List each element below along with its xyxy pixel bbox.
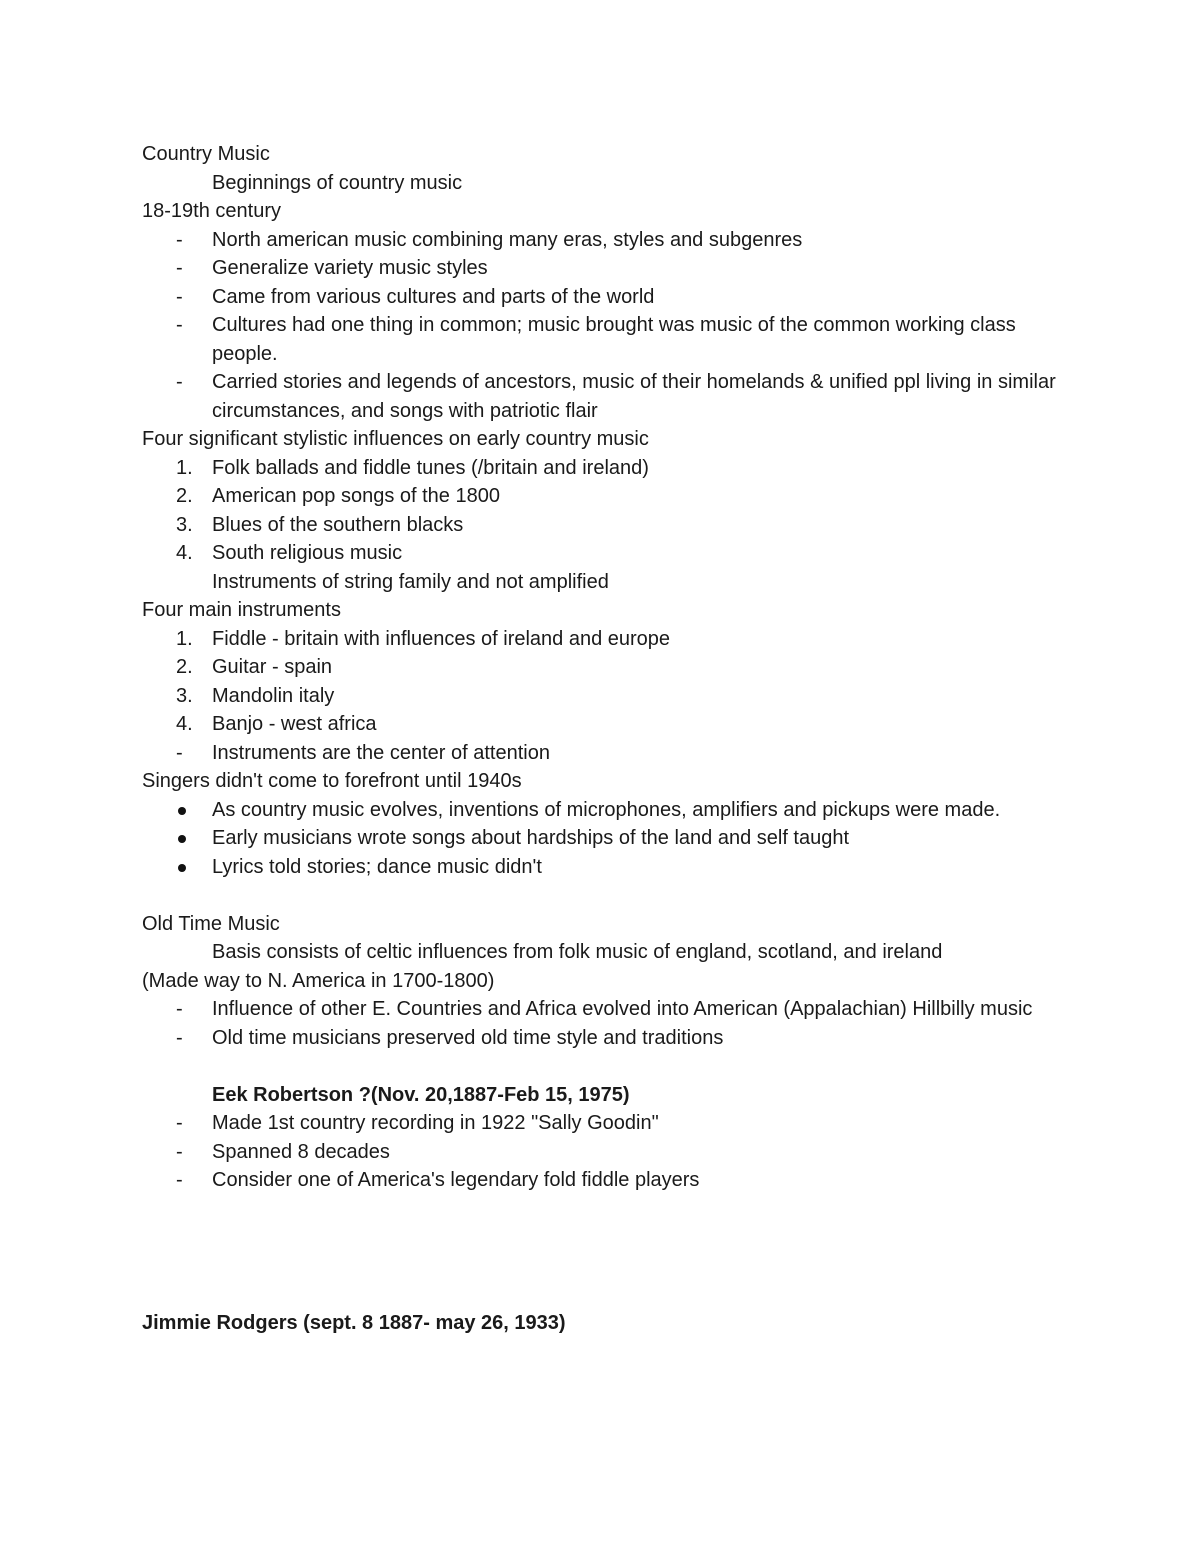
section-heading-stylistic-influences: Four significant stylistic influences on early country music [142, 428, 649, 450]
dash-marker: - [176, 1169, 183, 1191]
number-marker: 3. [176, 513, 193, 536]
section-heading-singers: Singers didn't come to forefront until 1940s [142, 770, 522, 792]
dash-marker: - [176, 998, 183, 1020]
number-marker: 4. [176, 542, 193, 564]
doc-title: Country Music [142, 143, 270, 165]
numbered-item: 4. Banjo - west africa [142, 710, 1082, 739]
list-item: - Cultures had one thing in common; music brought was music of the common working class people. [142, 311, 1082, 368]
numbered-item: 2. Guitar - spain [142, 653, 1082, 682]
number-marker: 2. [176, 485, 193, 507]
list-item: - North american music combining many eras, styles and subgenres [142, 226, 1082, 255]
numbered-item: 1. Folk ballads and fiddle tunes (/britain and ireland) [142, 454, 1082, 483]
numbered-item: 4. South religious music [142, 539, 1082, 568]
dash-marker: - [176, 371, 183, 393]
bullet-item: Lyrics told stories; dance music didn't [142, 853, 1082, 882]
numbered-item: 3. Mandolin italy [142, 682, 1082, 711]
old-time-intro: Basis consists of celtic influences from folk music of england, scotland, and ireland [212, 941, 943, 963]
dash-marker: - [176, 257, 183, 279]
dash-marker: - [176, 228, 183, 251]
number-marker: 3. [176, 684, 193, 707]
doc-subtitle: Beginnings of country music [212, 171, 463, 194]
blank-line [142, 1052, 1082, 1081]
bullet-item: As country music evolves, inventions of microphones, amplifiers and pickups were made. [142, 796, 1082, 825]
dash-marker: - [176, 741, 183, 764]
bullet-marker [178, 807, 186, 815]
dash-marker: - [176, 1026, 183, 1049]
dash-marker: - [176, 314, 183, 336]
bullet-marker [178, 835, 186, 843]
section-heading-old-time-music: Old Time Music [142, 912, 280, 935]
list-item: - Consider one of America's legendary fold fiddle players [142, 1166, 1082, 1195]
list-item: - Old time musicians preserved old time style and traditions [142, 1024, 1082, 1053]
number-marker: 4. [176, 713, 193, 735]
number-marker: 1. [176, 456, 193, 479]
section-heading-eek-robertson: Eek Robertson ?(Nov. 20,1887-Feb 15, 1975) [212, 1083, 630, 1106]
dash-marker: - [176, 1112, 183, 1134]
list-item: - Instruments are the center of attention [142, 739, 1082, 768]
number-marker: 2. [176, 656, 193, 678]
blank-line [142, 881, 1082, 910]
section-heading-main-instruments: Four main instruments [142, 599, 341, 621]
list-item: - Carried stories and legends of ancestors, music of their homelands & unified ppl living in similar circumstances, and songs with patriotic flair [142, 368, 1082, 425]
section-heading-jimmie-rodgers: Jimmie Rodgers (sept. 8 1887- may 26, 1933) [142, 1311, 566, 1334]
blank-space [142, 1195, 1082, 1309]
bullet-marker [178, 864, 186, 872]
list-item: - Influence of other E. Countries and Africa evolved into American (Appalachian) Hillbilly music [142, 995, 1082, 1024]
section-heading-18-19th-century: 18-19th century [142, 200, 281, 222]
document-page [142, 140, 1082, 1337]
number-marker: 1. [176, 627, 193, 650]
old-time-intro-2: (Made way to N. America in 1700-1800) [142, 969, 495, 992]
list-item: - Spanned 8 decades [142, 1138, 1082, 1167]
dash-marker: - [176, 285, 183, 308]
list-item: - Came from various cultures and parts of the world [142, 283, 1082, 312]
numbered-item: 3. Blues of the southern blacks [142, 511, 1082, 540]
dash-marker: - [176, 1140, 183, 1163]
list-item: - Generalize variety music styles [142, 254, 1082, 283]
bullet-item: Early musicians wrote songs about hardships of the land and self taught [142, 824, 1082, 853]
numbered-item: 1. Fiddle - britain with influences of ireland and europe [142, 625, 1082, 654]
list-item: - Made 1st country recording in 1922 "Sally Goodin" [142, 1109, 1082, 1138]
instruments-note: Instruments of string family and not amplified [212, 570, 609, 593]
numbered-item: 2. American pop songs of the 1800 [142, 482, 1082, 511]
